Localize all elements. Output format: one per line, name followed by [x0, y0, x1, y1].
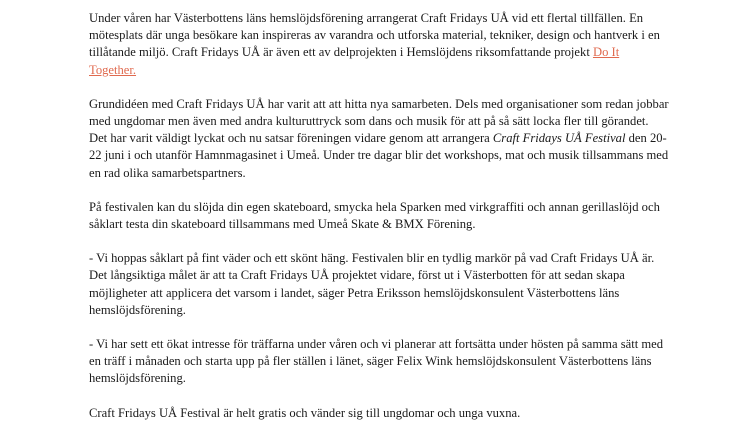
- paragraph-idea-text-before: Grundidéen med Craft Fridays UÅ har varit att att hitta nya samarbeten. Dels med organisationer som redan jobbar med ungdomar men även med andra kulturuttryck som dans och musik för att på så sätt locka fler till görandet. Det har varit väldigt lyckat och nu satsar föreningen vidare genom att arrangera: [89, 96, 669, 146]
- paragraph-closing: Craft Fridays UÅ Festival är helt gratis och vänder sig till ungdomar och unga vuxna.: [89, 405, 521, 420]
- festival-name-italic: Craft Fridays UÅ Festival: [492, 131, 626, 146]
- paragraph-quote-petra: - Vi hoppas såklart på fint väder och ett skönt häng. Festivalen blir en tydlig markör på vad Craft Fridays UÅ är. Det långsiktiga målet är att ta Craft Fridays UÅ projektet vidare, först ut i Västerbotten för att sedan skapa möjligheter att applicera det varsom i landet, säger Petra Eriksson hemslöjdskonsulent Västerbottens läns hemslöjdsförening.: [89, 251, 655, 317]
- paragraph-skateboard: På festivalen kan du slöjda din egen skateboard, smycka hela Sparken med virkgraffiti och annan gerillaslöjd och såklart testa din skateboard tillsammans med Umeå Skate & BMX Förening.: [89, 199, 660, 232]
- paragraph-idea-text-after: den 20-22 juni i och utanför Hamnmagasinet i Umeå. Under tre dagar blir det workshops, mat och musik tillsammans med en rad olika samarbetspartners.: [89, 131, 669, 180]
- do-it-together-link[interactable]: Do It Together.: [89, 45, 620, 77]
- paragraph-intro-text: Under våren har Västerbottens läns hemslöjdsförening arrangerat Craft Fridays UÅ vid ett flertal tillfällen. En mötesplats där unga besökare kan inspireras av varandra och utforska material, tekniker, design och hantverk i en tillåtande miljö. Craft Fridays UÅ är även ett av delprojekten i Hemslöjdens riksomfattande projekt: [89, 11, 660, 60]
- paragraph-idea: [89, 96, 669, 182]
- paragraph-intro: [89, 10, 669, 79]
- document-body: [89, 10, 669, 439]
- paragraph-quote-felix: - Vi har sett ett ökat intresse för träffarna under våren och vi planerar att fortsätta under hösten på samma sätt med en träff i månaden och starta upp på fler ställen i länet, säger Felix Wink hemslöjdskonsulent Västerbottens läns hemslöjdsförening.: [89, 337, 664, 386]
